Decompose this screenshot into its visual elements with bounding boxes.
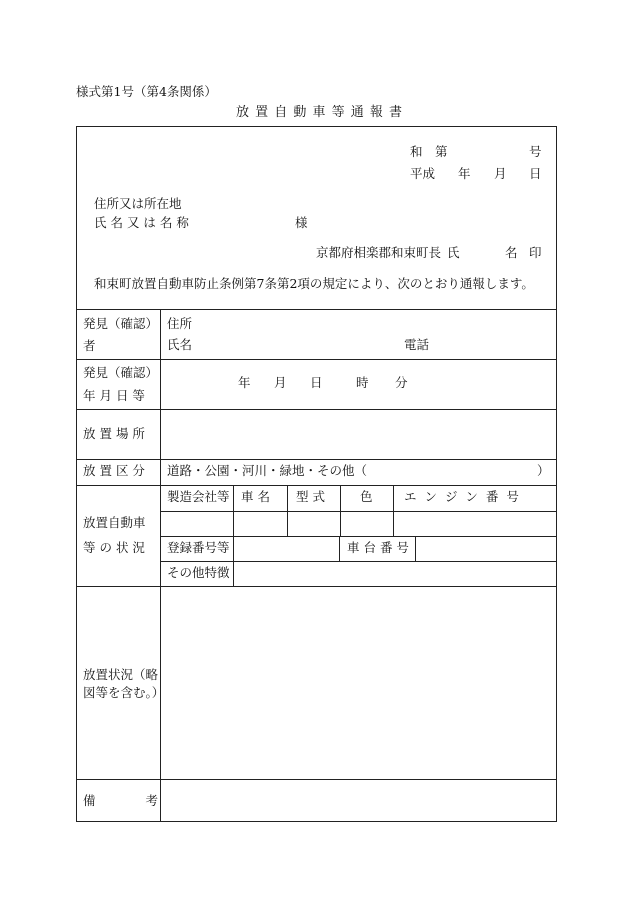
row-divider <box>160 511 556 512</box>
datetime-tsuki[interactable]: 月 <box>274 375 287 390</box>
row-divider <box>160 561 556 562</box>
registration-no-label: 登録番号等 <box>167 540 230 555</box>
header-dai: 第 <box>435 144 448 159</box>
discoverer-address[interactable]: 住所 <box>167 316 193 331</box>
vehicle-label: 放置自動車 <box>83 515 146 530</box>
cell-divider <box>339 536 340 561</box>
row-divider <box>160 536 556 537</box>
other-features-label: その他特徴 <box>167 565 230 580</box>
datetime-hi[interactable]: 日 <box>310 375 323 390</box>
datetime-ji[interactable]: 時 <box>356 375 369 390</box>
header-hi: 日 <box>529 166 542 181</box>
report-form <box>76 126 557 822</box>
form-title: 放 置 自 動 車 等 通 報 書 <box>236 105 404 120</box>
datetime-nen[interactable]: 年 <box>238 375 251 390</box>
model-header: 型 式 <box>296 489 325 504</box>
issuer: 京都府相楽郡和束町長 <box>316 245 442 260</box>
statement: 和束町放置自動車防止条例第7条第2項の規定により、次のとおり通報します。 <box>94 276 534 291</box>
row-divider <box>77 409 556 410</box>
cell-divider <box>287 485 288 536</box>
row-divider <box>77 309 556 310</box>
cell-divider <box>415 536 416 561</box>
car-name-header: 車 名 <box>241 489 270 504</box>
address-label: 住所又は所在地 <box>94 196 182 211</box>
discoverer-name[interactable]: 氏名 <box>167 337 193 352</box>
name-label: 氏 名 又 は 名 称 <box>94 215 189 230</box>
color-header: 色 <box>360 489 373 504</box>
issuer-shi: 氏 <box>447 245 460 260</box>
row-divider <box>77 779 556 780</box>
situation-label: 放置状況（略 <box>83 667 159 682</box>
seal-in: 印 <box>529 245 542 260</box>
row-divider <box>77 586 556 587</box>
cell-divider <box>393 485 394 536</box>
sama-label: 様 <box>295 215 308 230</box>
header-wa: 和 <box>410 144 423 159</box>
manufacturer-header: 製造会社等 <box>167 489 230 504</box>
discoverer-phone[interactable]: 電話 <box>404 337 430 352</box>
discoverer-label: 発見（確認） <box>83 316 159 331</box>
vehicle-label-2: 等 の 状 況 <box>83 540 145 555</box>
cell-divider <box>233 536 234 586</box>
label-column-divider <box>160 309 161 822</box>
header-nen: 年 <box>458 166 471 181</box>
cell-divider <box>340 485 341 536</box>
remarks-label: 備 考 <box>83 793 159 808</box>
location-label: 放 置 場 所 <box>83 426 145 441</box>
header-tsuki: 月 <box>494 166 507 181</box>
chassis-no-label: 車 台 番 号 <box>347 540 409 555</box>
header-go: 号 <box>529 144 542 159</box>
datetime-fun[interactable]: 分 <box>395 375 408 390</box>
category-close-paren: ） <box>537 463 550 478</box>
datetime-label-2: 年 月 日 等 <box>83 388 145 403</box>
situation-label-2: 図等を含む。） <box>83 685 165 700</box>
form-number: 様式第1号（第4条関係） <box>76 84 217 99</box>
issuer-mei: 名 <box>505 245 518 260</box>
row-divider <box>77 359 556 360</box>
category-options[interactable]: 道路・公園・河川・緑地・その他（ <box>167 463 368 478</box>
discoverer-label-2: 者 <box>83 338 96 353</box>
datetime-label: 発見（確認） <box>83 365 159 380</box>
row-divider <box>77 459 556 460</box>
engine-no-header: エ ン ジ ン 番 号 <box>404 489 521 504</box>
header-heisei: 平成 <box>410 166 436 181</box>
category-label: 放 置 区 分 <box>83 463 145 478</box>
cell-divider <box>233 485 234 536</box>
row-divider <box>77 485 556 486</box>
